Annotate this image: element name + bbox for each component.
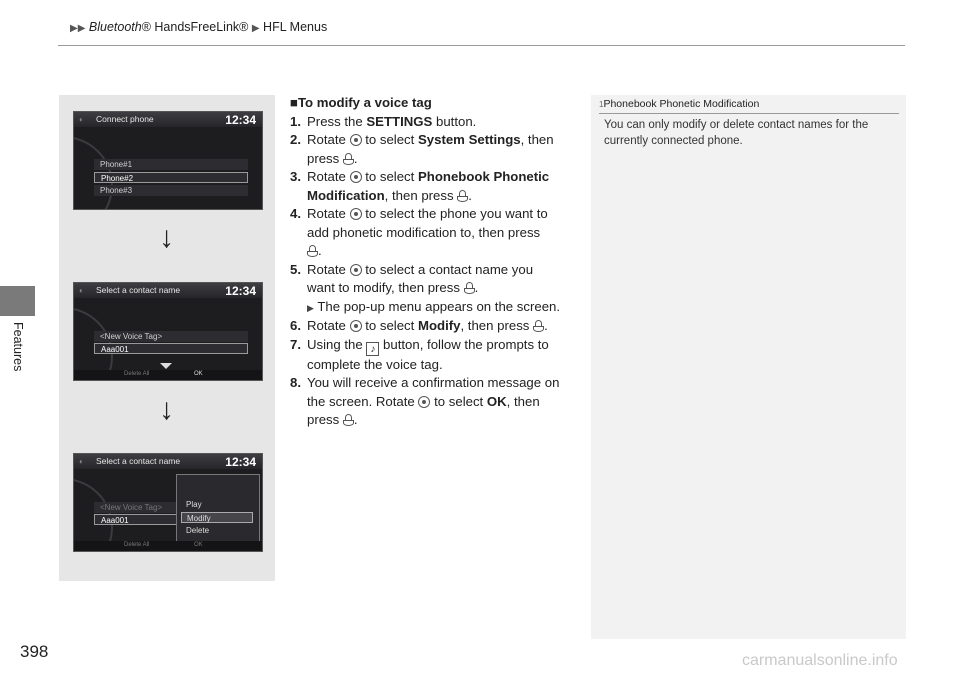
step-bold: Modify (417, 318, 461, 333)
step-text: Rotate (307, 261, 350, 277)
breadcrumb-arrow-icon: ▶ (251, 23, 260, 34)
back-icon: ◐ (79, 457, 84, 466)
step-text: to select (430, 393, 487, 409)
section-label: Features (11, 322, 25, 372)
screen-bottombar (74, 541, 262, 551)
step-text: . (353, 412, 358, 427)
popup-item-play: Play (186, 500, 202, 509)
screen-title: Select a contact name (96, 285, 181, 295)
step-text: , then press (460, 318, 534, 333)
talk-button-icon: ♪ (366, 342, 379, 356)
step-text: You will receive a confirmation message on (307, 375, 560, 390)
step-6 (290, 317, 580, 336)
step-bold: Phonebook Phonetic (417, 169, 550, 184)
list-item: <New Voice Tag> (94, 331, 248, 342)
note-heading-text: Phonebook Phonetic Modification (603, 98, 760, 110)
list-item: Phone#2 (94, 172, 248, 183)
screen-connect-phone (73, 111, 263, 210)
step-text: press (307, 412, 343, 427)
step-text: press (307, 150, 343, 166)
step-result: The pop-up menu appears on the screen. (317, 298, 561, 314)
delete-all-label: Delete All (124, 542, 150, 548)
press-dial-icon (533, 320, 544, 332)
watermark: carmanualsonline.info (742, 652, 898, 669)
popup-item-delete: Delete (186, 526, 210, 535)
step-number: 4. (290, 206, 301, 221)
step-text: Rotate (307, 318, 350, 333)
step-text: button. (432, 113, 477, 129)
step-text: Using the (307, 336, 367, 352)
note-text: You can only modify or delete contact names for the currently connected phone. (604, 119, 869, 147)
step-text: to select (361, 318, 418, 333)
heading-text: To modify a voice tag (297, 95, 432, 110)
list-item: <New Voice Tag> (94, 502, 248, 513)
screenshot-panel (59, 95, 275, 581)
back-icon: ◐ (79, 286, 84, 295)
note-marker-icon: 1 (599, 100, 604, 109)
step-number: 1. (290, 113, 301, 129)
step-text: . (318, 243, 322, 258)
press-dial-icon (343, 414, 354, 426)
step-text: . (544, 318, 548, 333)
press-dial-icon (464, 282, 475, 294)
back-icon: ◐ (79, 115, 84, 124)
list-item: Phone#3 (94, 185, 248, 196)
instructions-heading (290, 94, 580, 113)
step-text: . (353, 150, 358, 166)
breadcrumb-bluetooth: Bluetooth (88, 20, 142, 34)
screen-title: Connect phone (96, 114, 154, 124)
step-bold: System Settings (417, 132, 521, 147)
step-8 (290, 374, 580, 430)
step-text: . (468, 187, 472, 203)
down-arrow-icon: ↓ (159, 393, 174, 426)
breadcrumb-hfl-menus: HFL Menus (263, 20, 328, 34)
down-arrow-icon: ↓ (159, 221, 174, 254)
square-bullet-icon: ■ (290, 95, 298, 110)
step-text: Rotate (307, 132, 350, 147)
interface-dial-icon (350, 320, 362, 332)
page-number: 398 (20, 642, 49, 661)
header-divider (58, 45, 905, 46)
step-number: 8. (290, 375, 301, 390)
list-item: Aaa001 (94, 514, 248, 525)
step-text: Press the (307, 113, 367, 129)
instructions (290, 94, 580, 430)
popup-menu (176, 474, 260, 548)
step-bold: SETTINGS (366, 113, 433, 129)
screen-clock: 12:34 (225, 284, 256, 298)
screen-clock: 12:34 (225, 113, 256, 127)
step-text: to select (361, 132, 418, 147)
breadcrumb-hfl: ® HandsFreeLink® (141, 20, 249, 34)
interface-dial-icon (350, 134, 362, 146)
step-text: Rotate (307, 206, 350, 221)
step-text: Rotate (307, 169, 350, 184)
note-sidebar (591, 95, 906, 639)
step-text: complete the voice tag. (307, 356, 443, 372)
step-text: , then (506, 393, 540, 409)
step-number: 5. (290, 261, 301, 277)
breadcrumb-arrow-icon: ▶▶ (70, 23, 86, 34)
screen-bottombar (74, 370, 262, 380)
press-dial-icon (457, 190, 468, 202)
step-text: the screen. Rotate (307, 393, 419, 409)
step-text: , then press (384, 187, 458, 203)
step-3 (290, 168, 580, 205)
screen-title: Select a contact name (96, 456, 181, 466)
ok-label: OK (194, 371, 203, 377)
step-text: add phonetic modification to, then press (307, 224, 541, 240)
step-number: 2. (290, 132, 301, 147)
step-bold: Modification (307, 187, 385, 203)
ok-label: OK (194, 542, 203, 548)
screen-select-contact-popup (73, 453, 263, 552)
step-text: to select a contact name you (361, 261, 534, 277)
step-text: to select (361, 169, 418, 184)
step-text: , then (520, 132, 554, 147)
interface-dial-icon (350, 264, 362, 276)
step-2 (290, 131, 580, 168)
step-number: 7. (290, 336, 301, 352)
delete-all-label: Delete All (124, 371, 150, 377)
step-5 (290, 261, 580, 318)
result-arrow-icon: ▶ (307, 302, 314, 313)
interface-dial-icon (350, 171, 362, 183)
step-text: want to modify, then press (307, 280, 464, 295)
step-text: button, follow the prompts to (379, 336, 549, 352)
list-item: Aaa001 (94, 343, 248, 354)
step-7 (290, 336, 580, 375)
press-dial-icon (343, 153, 354, 165)
step-number: 3. (290, 169, 301, 184)
press-dial-icon (307, 245, 318, 257)
popup-item-modify: Modify (181, 512, 253, 523)
screen-clock: 12:34 (225, 455, 256, 469)
interface-dial-icon (350, 208, 362, 220)
interface-dial-icon (418, 396, 430, 408)
list-item: Phone#1 (94, 159, 248, 170)
step-text: . (474, 280, 479, 295)
step-text: to select the phone you want to (361, 206, 548, 221)
popup-indicator-icon (160, 363, 172, 369)
step-number: 6. (290, 318, 301, 333)
screen-select-contact (73, 282, 263, 381)
step-1 (290, 113, 580, 132)
breadcrumb (70, 20, 327, 34)
step-bold: OK (486, 393, 507, 409)
step-4 (290, 205, 580, 261)
note-heading (599, 98, 899, 114)
section-tab (0, 286, 35, 316)
